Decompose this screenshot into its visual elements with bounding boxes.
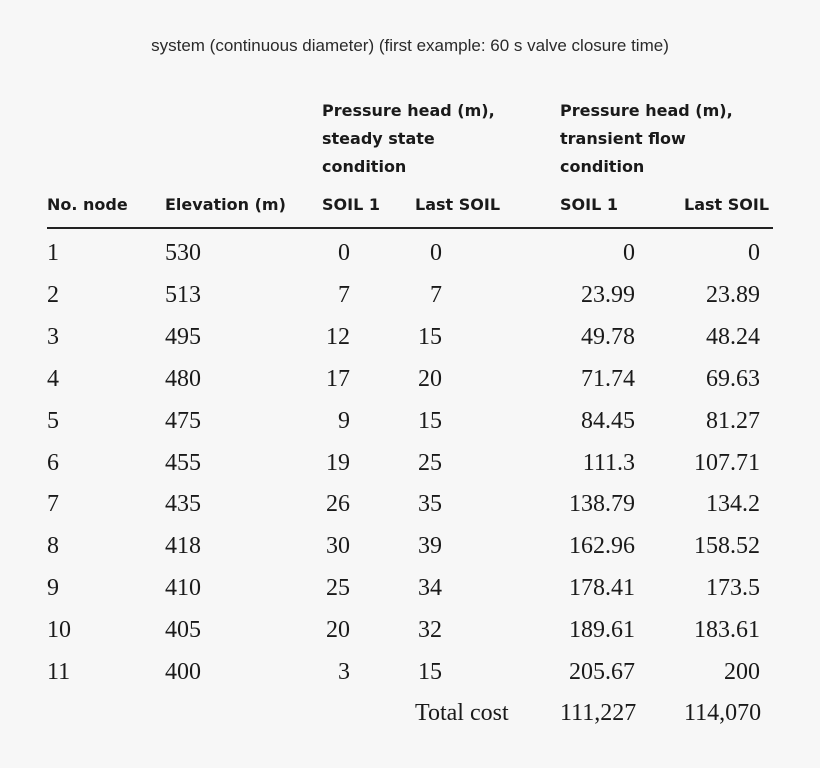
group-header-steady: Pressure head (m), steady state condition <box>322 101 495 176</box>
cell-node: 6 <box>47 449 59 476</box>
cell-transient-soil1: 111.3 <box>582 449 635 476</box>
cell-transient-soil1: 205.67 <box>569 659 635 685</box>
cell-steady-soil1: 9 <box>338 407 350 434</box>
cell-transient-last: 134.2 <box>706 491 760 518</box>
cell-steady-last: 35 <box>418 491 442 518</box>
cell-transient-last: 69.63 <box>706 365 760 392</box>
cell-transient-soil1: 84.45 <box>581 407 635 434</box>
cell-node: 7 <box>47 491 59 518</box>
cell-steady-soil1: 20 <box>326 617 350 644</box>
cell-elevation: 513 <box>165 281 201 308</box>
total-label: Total cost <box>415 700 509 726</box>
cell-steady-soil1: 0 <box>338 240 350 266</box>
cell-transient-last: 183.61 <box>694 617 760 644</box>
cell-transient-soil1: 49.78 <box>581 323 635 350</box>
cell-steady-soil1: 26 <box>326 491 350 518</box>
cell-elevation: 480 <box>165 365 201 392</box>
cell-node: 5 <box>47 407 59 434</box>
cell-steady-last: 34 <box>418 575 442 602</box>
group-header-transient: Pressure head (m), transient flow condition <box>560 101 733 176</box>
cell-transient-last: 173.5 <box>706 575 760 602</box>
cell-node: 11 <box>47 659 71 685</box>
cell-transient-last: 200 <box>724 659 760 685</box>
cell-steady-soil1: 30 <box>326 533 350 560</box>
header-rule <box>47 227 773 229</box>
table-caption: system (continuous diameter) (first example: 60 s valve closure time) <box>151 36 669 55</box>
cell-steady-last: 25 <box>418 449 442 476</box>
cell-steady-last: 15 <box>418 407 442 434</box>
cell-node: 10 <box>47 617 71 644</box>
cell-steady-soil1: 17 <box>326 365 350 392</box>
cell-elevation: 410 <box>165 575 201 602</box>
cell-steady-last: 15 <box>418 659 442 685</box>
cell-steady-last: 15 <box>418 323 442 350</box>
cell-steady-soil1: 25 <box>326 575 350 602</box>
cell-transient-soil1: 162.96 <box>569 533 635 560</box>
cell-node: 2 <box>47 281 59 308</box>
cell-steady-last: 32 <box>418 617 442 644</box>
cell-transient-last: 48.24 <box>706 323 760 350</box>
cell-transient-soil1: 0 <box>623 240 635 266</box>
cell-node: 8 <box>47 533 59 560</box>
column-header-steady-last: Last SOIL <box>415 195 501 214</box>
cell-node: 4 <box>47 365 59 392</box>
cell-transient-soil1: 189.61 <box>569 617 635 644</box>
cell-node: 9 <box>47 575 59 602</box>
cell-steady-soil1: 3 <box>338 659 350 685</box>
cell-transient-soil1: 23.99 <box>581 281 635 308</box>
total-soil1: 111,227 <box>560 700 637 726</box>
cell-steady-last: 7 <box>430 281 442 308</box>
cell-elevation: 435 <box>165 491 201 518</box>
cell-steady-last: 39 <box>418 533 442 560</box>
cell-steady-last: 0 <box>430 240 442 266</box>
cell-elevation: 495 <box>165 323 201 350</box>
cell-steady-soil1: 19 <box>326 449 350 476</box>
total-last: 114,070 <box>684 700 762 726</box>
cell-steady-last: 20 <box>418 365 442 392</box>
column-header-transient-soil1: SOIL 1 <box>560 195 618 214</box>
cell-steady-soil1: 12 <box>326 323 350 350</box>
column-header-steady-soil1: SOIL 1 <box>322 195 380 214</box>
cell-transient-last: 158.52 <box>694 533 760 560</box>
cell-transient-last: 107.71 <box>694 449 760 476</box>
cell-transient-last: 23.89 <box>706 281 760 308</box>
cell-node: 1 <box>47 240 59 266</box>
cell-transient-soil1: 138.79 <box>569 491 635 518</box>
cell-elevation: 475 <box>165 407 201 434</box>
cell-transient-last: 0 <box>748 240 760 266</box>
column-header-elevation: Elevation (m) <box>165 195 286 214</box>
cell-transient-soil1: 178.41 <box>569 575 635 602</box>
cell-steady-soil1: 7 <box>338 281 350 308</box>
cell-elevation: 530 <box>165 240 201 266</box>
cell-transient-last: 81.27 <box>706 407 760 434</box>
column-header-transient-last: Last SOIL <box>684 195 770 214</box>
cell-transient-soil1: 71.74 <box>581 365 635 392</box>
cell-node: 3 <box>47 323 59 350</box>
cell-elevation: 405 <box>165 617 201 644</box>
cell-elevation: 400 <box>165 659 201 685</box>
cell-elevation: 418 <box>165 533 201 560</box>
column-header-node: No. node <box>47 195 128 214</box>
cell-elevation: 455 <box>165 449 201 476</box>
